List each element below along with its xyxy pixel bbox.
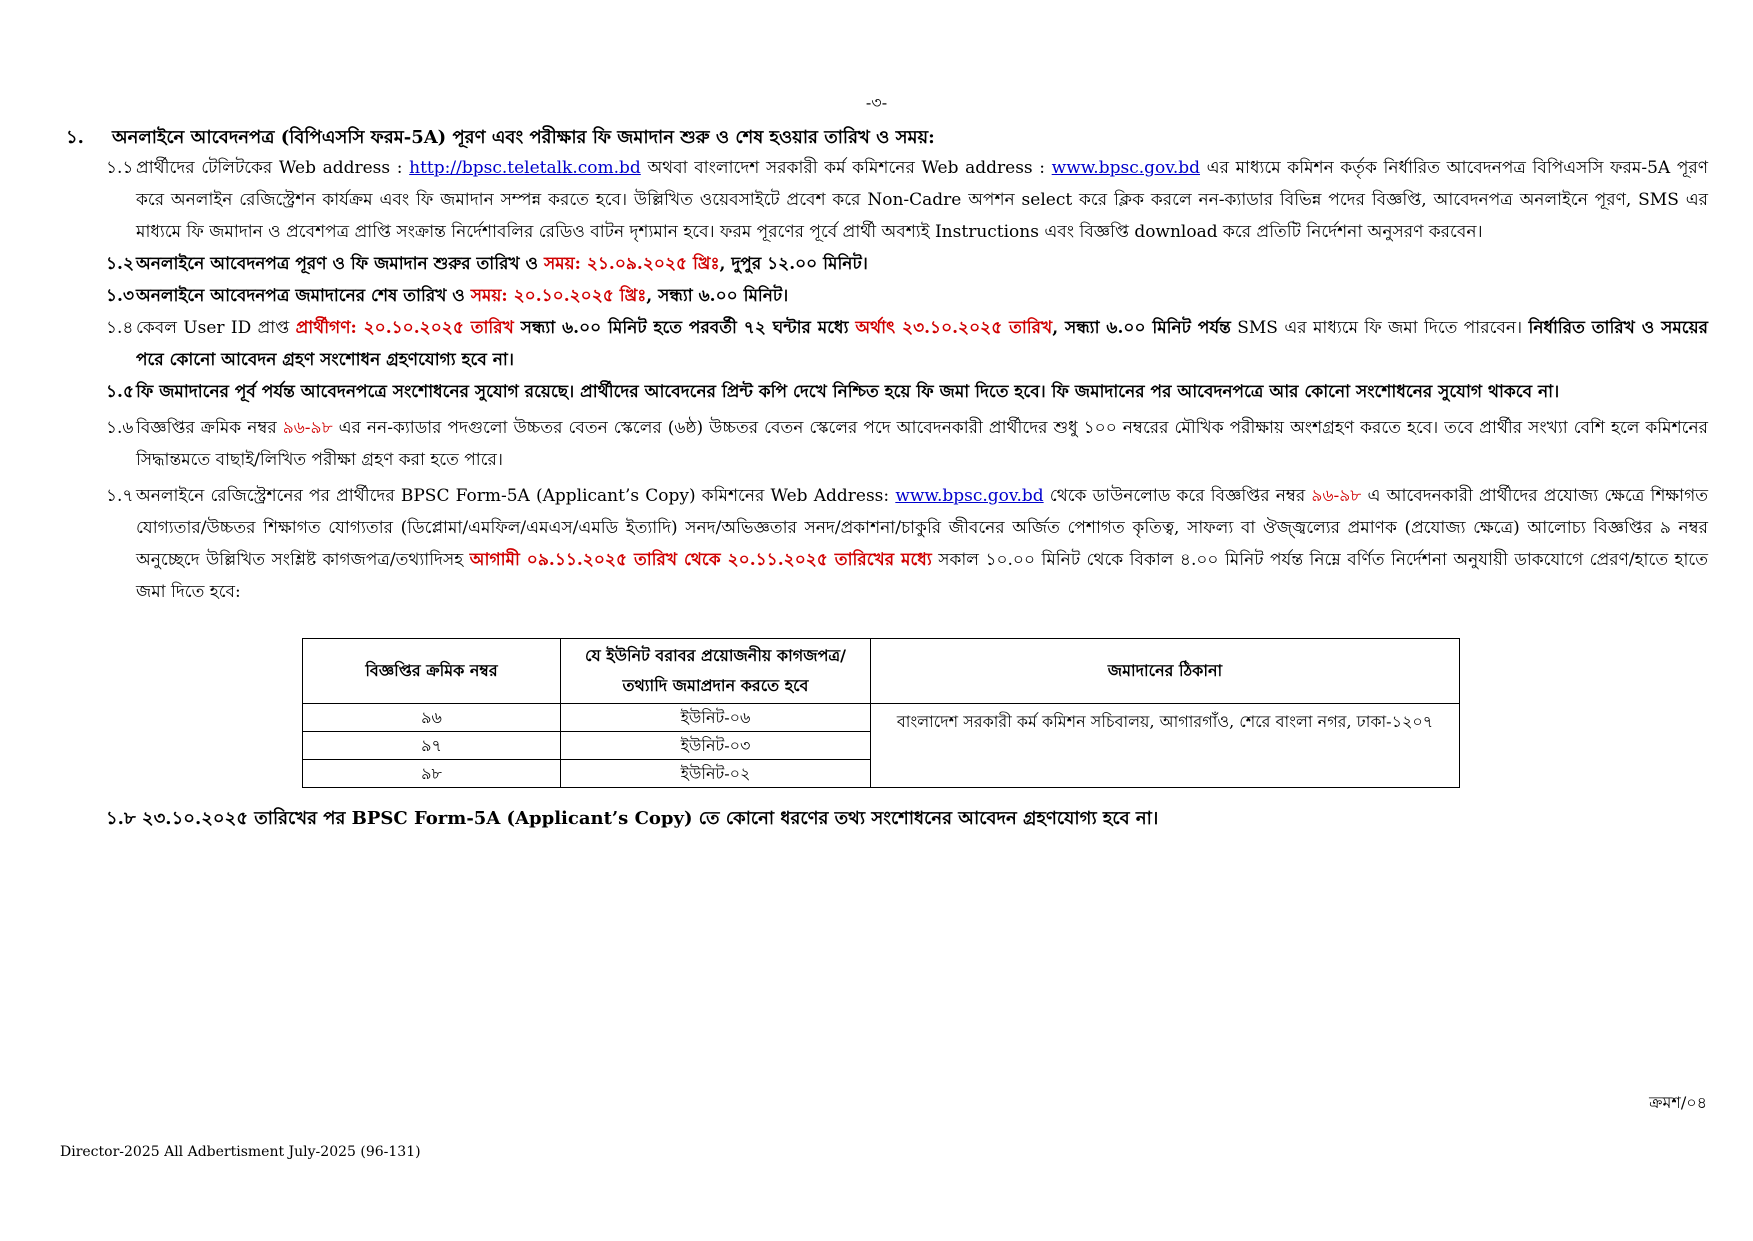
text-segment: SMS এর মাধ্যমে ফি জমা দিতে পারবেন। <box>1230 318 1529 338</box>
item-1-5 <box>106 376 1708 408</box>
item-number: ১.৫ <box>106 382 134 402</box>
serial-cell: ৯৬ <box>303 704 561 732</box>
column-header-serial: বিজ্ঞপ্তির ক্রমিক নম্বর <box>303 639 561 704</box>
unit-cell: ইউনিট-০২ <box>561 760 871 788</box>
serial-cell: ৯৮ <box>303 760 561 788</box>
column-header-address: জমাদানের ঠিকানা <box>871 639 1460 704</box>
item-1-7 <box>106 480 1708 608</box>
item-text <box>136 480 1708 608</box>
end-date-highlight: সময়: ২০.১০.২০২৫ খ্রিঃ <box>470 286 647 306</box>
text-segment: প্রার্থীদের টেলিটকের Web address : <box>136 158 410 178</box>
item-1-1 <box>106 152 1708 248</box>
text-segment: কেবল User ID প্রাপ্ত <box>136 318 296 338</box>
item-text <box>136 248 1708 280</box>
item-1-3 <box>106 280 1708 312</box>
column-header-unit: যে ইউনিট বরাবর প্রয়োজনীয় কাগজপত্র/তথ্যাদি জমাপ্রদান করতে হবে <box>561 639 871 704</box>
text-segment: সকাল ১০.০০ মিনিট থেকে বিকাল ৪.০০ মিনিট পর্যন্ত নিম্নে বর্ণিত নির্দেশনা অনুযায়ী ডাকযোগে প্রেরণ/হাতে হাতে জমা দিতে হবে: <box>136 550 1708 602</box>
serial-range-highlight: ৯৬-৯৮ <box>282 418 333 438</box>
section-number: ১. <box>66 127 84 148</box>
serial-range-highlight: ৯৬-৯৮ <box>1311 486 1362 506</box>
section-heading <box>66 124 1708 152</box>
text-segment: বিজ্ঞপ্তির ক্রমিক নম্বর <box>136 418 283 438</box>
teletalk-link[interactable]: http://bpsc.teletalk.com.bd <box>409 158 641 178</box>
text-segment: , সন্ধ্যা ৬.০০ মিনিট পর্যন্ত <box>1052 318 1231 338</box>
table-row <box>303 704 1460 732</box>
item-number: ১.৩ <box>106 286 135 306</box>
item-1-6 <box>106 412 1708 476</box>
address-cell: বাংলাদেশ সরকারী কর্ম কমিশন সচিবালয়, আগারগাঁও, শেরে বাংলা নগর, ঢাকা-১২০৭ <box>871 704 1460 788</box>
text-segment: এর মাধ্যমে কমিশন কর্তৃক নির্ধারিত আবেদনপত্র বিপিএসসি ফরম-5A পূরণ করে অনলাইন রেজিস্ট্রেশন কার্যক্রম এবং ফি জমাদান সম্পন্ন করতে হবে। উল্লিখিত ওয়েবসাইটে প্রবেশ করে Non-Cadre অপশন select করে ক্লিক করলে নন-ক্যাডার বিভিন্ন পদের বিজ্ঞপ্তি, আবেদনপত্র অনলাইনে পূরণ, SMS এর মাধ্যমে ফি জমাদান ও প্রবেশপত্র প্রাপ্তি সংক্রান্ত নির্দেশাবলির রেডিও বাটন দৃশ্যমান হবে। ফরম পূরণের পূর্বে প্রার্থী অবশ্যই Instructions এবং বিজ্ঞপ্তি download করে প্রতিটি নির্দেশনা অনুসরণ করবেন। <box>136 158 1708 242</box>
item-number: ১.২ <box>106 254 135 274</box>
start-date-highlight: সময়: ২১.০৯.২০২৫ খ্রিঃ <box>543 254 720 274</box>
table-header-row <box>303 639 1460 704</box>
unit-cell: ইউনিট-০৬ <box>561 704 871 732</box>
text-segment: এ আবেদনকারী প্রার্থীদের প্রযোজ্য ক্ষেত্রে শিক্ষাগত যোগ্যতার/উচ্চতর শিক্ষাগত যোগ্যতার (ডিপ্লোমা/এমফিল/এমএস/এমডি ইত্যাদি) সনদ/অভিজ্ঞতার সনদ/প্রকাশনা/চাকুরি জীবনের অর্জিত পেশাগত কৃতিত্ব, সাফল্য বা ঔজ্জ্বল্যের প্রমাণক (প্রযোজ্য ক্ষেত্রে) আলোচ্য বিজ্ঞপ্তির ৯ নম্বর অনুচ্ছেদে উল্লিখিত সংশ্লিষ্ট কাগজপত্র/তথ্যাদিসহ <box>136 486 1708 570</box>
text-segment: , সন্ধ্যা ৬.০০ মিনিট। <box>646 286 789 306</box>
text-segment: এর নন-ক্যাডার পদগুলো উচ্চতর বেতন স্কেলের (৬ষ্ঠ) উচ্চতর বেতন স্কেলের পদে আবেদনকারী প্রার্থীদের শুধু ১০০ নম্বরের মৌখিক পরীক্ষায় অংশগ্রহণ করতে হবে। তবে প্রার্থীর সংখ্যা বেশি হলে কমিশনের সিদ্ধান্তমতে বাছাই/লিখিত পরীক্ষা গ্রহণ করা হতে পারে। <box>136 418 1709 470</box>
item-number: ১.১ <box>106 158 134 178</box>
document-body <box>66 124 1708 835</box>
document-footer: Director-2025 All Adbertisment July-2025 (96-131) <box>60 1144 421 1160</box>
text-segment: অনলাইনে আবেদনপত্র পূরণ ও ফি জমাদান শুরুর তারিখ ও <box>136 254 544 274</box>
candidate-date-highlight: প্রার্থীগণ: ২০.১০.২০২৫ তারিখ <box>295 318 514 338</box>
text-segment: থেকে ডাউনলোড করে বিজ্ঞপ্তির নম্বর <box>1043 486 1312 506</box>
item-text <box>136 412 1708 476</box>
item-number: ১.৭ <box>106 486 134 506</box>
item-1-8: ১.৮ ২৩.১০.২০২৫ তারিখের পর BPSC Form-5A (Applicant’s Copy) তে কোনো ধরণের তথ্য সংশোধনের আবেদন গ্রহণযোগ্য হবে না। <box>106 808 1159 829</box>
unit-cell: ইউনিট-০৩ <box>561 732 871 760</box>
bpsc-link[interactable]: www.bpsc.gov.bd <box>895 486 1044 506</box>
submission-table <box>302 638 1460 788</box>
text-segment: অনলাইনে রেজিস্ট্রেশনের পর প্রার্থীদের BPSC Form-5A (Applicant’s Copy) কমিশনের Web Address: <box>136 486 896 506</box>
page-number: -৩- <box>865 93 888 112</box>
item-number: ১.৬ <box>106 418 134 438</box>
text-segment: , দুপুর ১২.০০ মিনিট। <box>719 254 868 274</box>
text-segment: অথবা বাংলাদেশ সরকারী কর্ম কমিশনের Web address : <box>640 158 1052 178</box>
item-text <box>136 312 1708 376</box>
continued-note: ক্রমশ/০৪ <box>1649 1093 1707 1112</box>
bpsc-link[interactable]: www.bpsc.gov.bd <box>1051 158 1200 178</box>
text-segment: সন্ধ্যা ৬.০০ মিনিট হতে পরবর্তী ৭২ ঘন্টার মধ্যে <box>513 318 856 338</box>
item-number: ১.৪ <box>106 318 134 338</box>
serial-cell: ৯৭ <box>303 732 561 760</box>
item-1-2 <box>106 248 1708 280</box>
item-1-4 <box>106 312 1708 376</box>
item-text <box>136 280 1708 312</box>
section-title: অনলাইনে আবেদনপত্র (বিপিএসসি ফরম-5A) পূরণ এবং পরীক্ষার ফি জমাদান শুরু ও শেষ হওয়ার তারিখ ও সময়: <box>112 127 935 148</box>
deadline-highlight: অর্থাৎ ২৩.১০.২০২৫ তারিখ <box>855 318 1053 338</box>
item-text <box>136 152 1708 248</box>
text-segment: অনলাইনে আবেদনপত্র জমাদানের শেষ তারিখ ও <box>136 286 471 306</box>
submission-window-highlight: আগামী ০৯.১১.২০২৫ তারিখ থেকে ২০.১১.২০২৫ তারিখের মধ্যে <box>469 550 932 570</box>
item-text: ফি জমাদানের পূর্ব পর্যন্ত আবেদনপত্রে সংশোধনের সুযোগ রয়েছে। প্রার্থীদের আবেদনের প্রিন্ট কপি দেখে নিশ্চিত হয়ে ফি জমা দিতে হবে। ফি জমাদানের পর আবেদনপত্রে আর কোনো সংশোধনের সুযোগ থাকবে না। <box>136 382 1560 402</box>
text-segment: নির্ধারিত তারিখ ও সময়ের পরে কোনো আবেদন গ্রহণ সংশোধন গ্রহণযোগ্য হবে না। <box>136 318 1708 370</box>
